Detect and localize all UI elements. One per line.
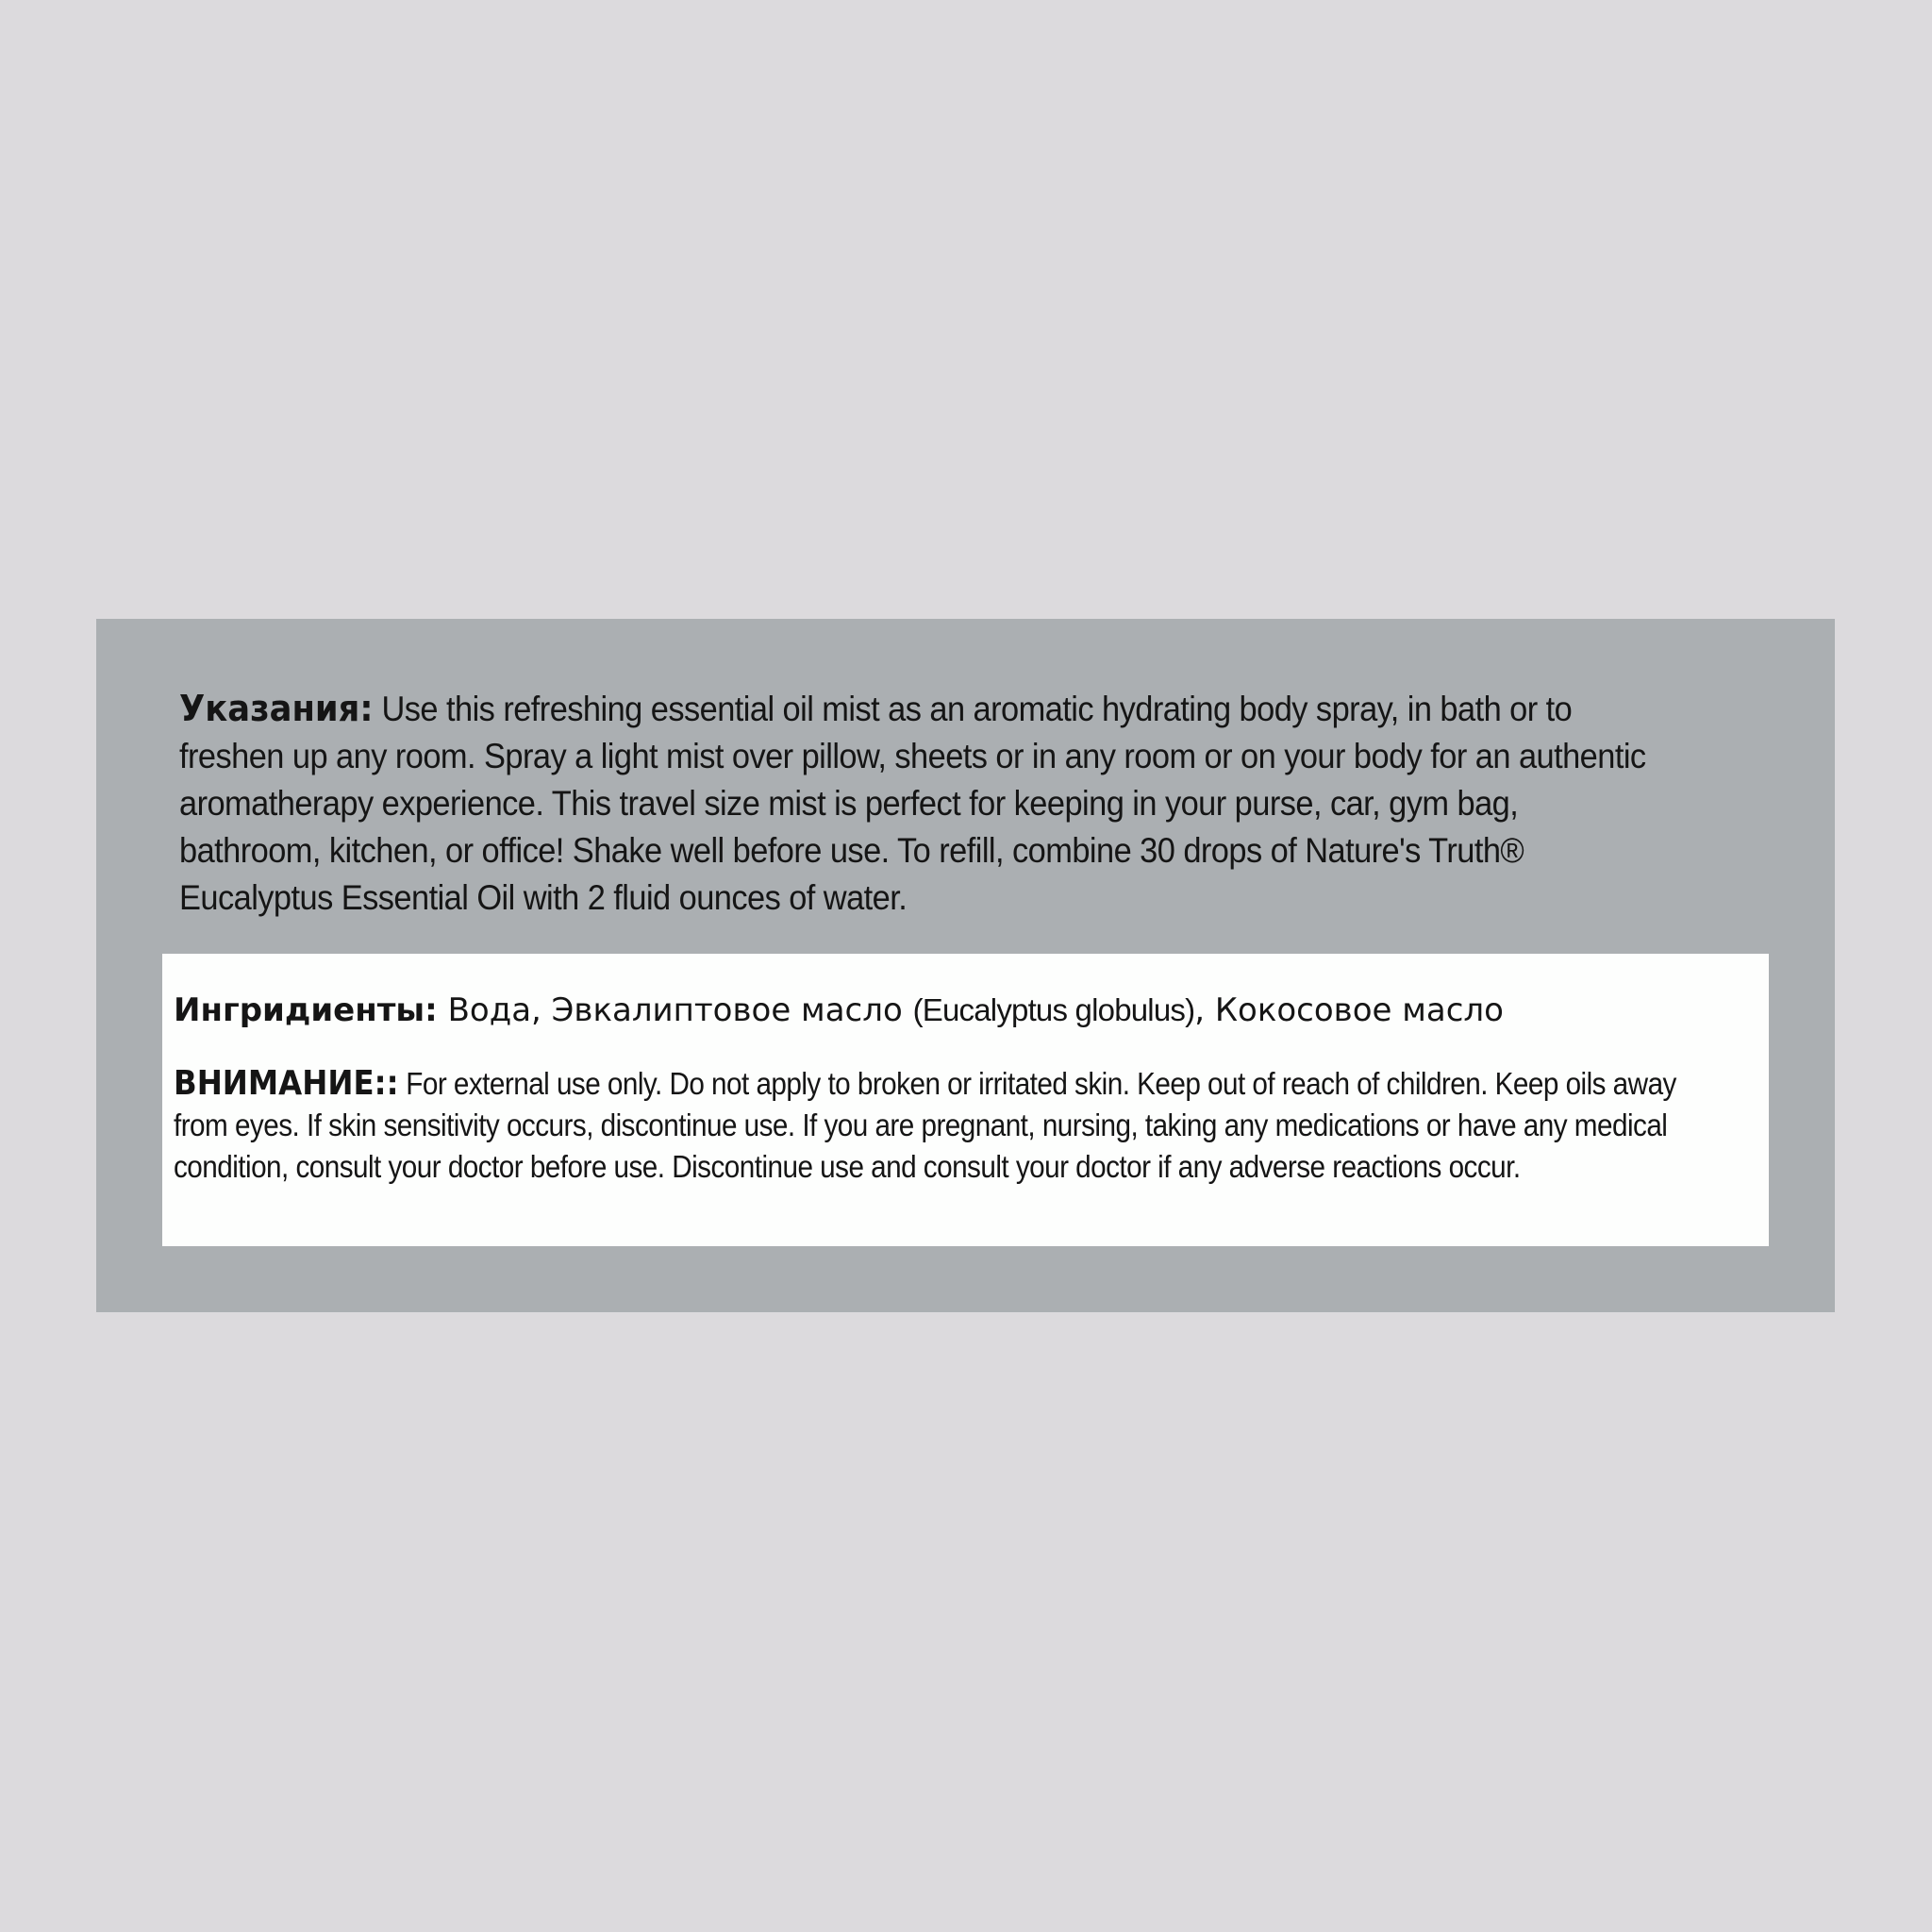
warning-heading: ВНИМАНИЕ:: [174,1064,399,1103]
ingredients-heading: Ингридиенты: [174,991,438,1029]
label-panel [96,619,1835,1312]
ingredients-text-after: , Кокосовое масло [1194,991,1504,1029]
ingredients-latin-name: (Eucalyptus globulus) [912,992,1195,1027]
warning-section [174,1063,1702,1188]
ingredients-text: Вода, Эвкалиптовое масло [447,991,903,1029]
ingredients-section [174,990,1758,1031]
ingredients-warning-box [162,954,1769,1246]
directions-heading: Указания: [179,688,374,729]
warning-text: For external use only. Do not apply to broken or irritated skin. Keep out of reach of children. Keep oils away from eyes. If skin sensitivity occurs, discontinue use. If you are pregnant, nursing, taking any medications or have any medical condition, consult your doctor before use. Discontinue use and consult your doctor if any adverse reactions occur. [174,1066,1676,1184]
directions-section [179,685,1653,922]
directions-text: Use this refreshing essential oil mist as an aromatic hydrating body spray, in bath or to freshen up any room. Spray a light mist over pillow, sheets or in any room or on your body for an authentic aromatherapy experience. This travel size mist is perfect for keeping in your purse, car, gym bag, bathroom, kitchen, or office! Shake well before use. To refill, combine 30 drops of Nature's Truth® Eucalyptus Essential Oil with 2 fluid ounces of water. [179,690,1646,917]
